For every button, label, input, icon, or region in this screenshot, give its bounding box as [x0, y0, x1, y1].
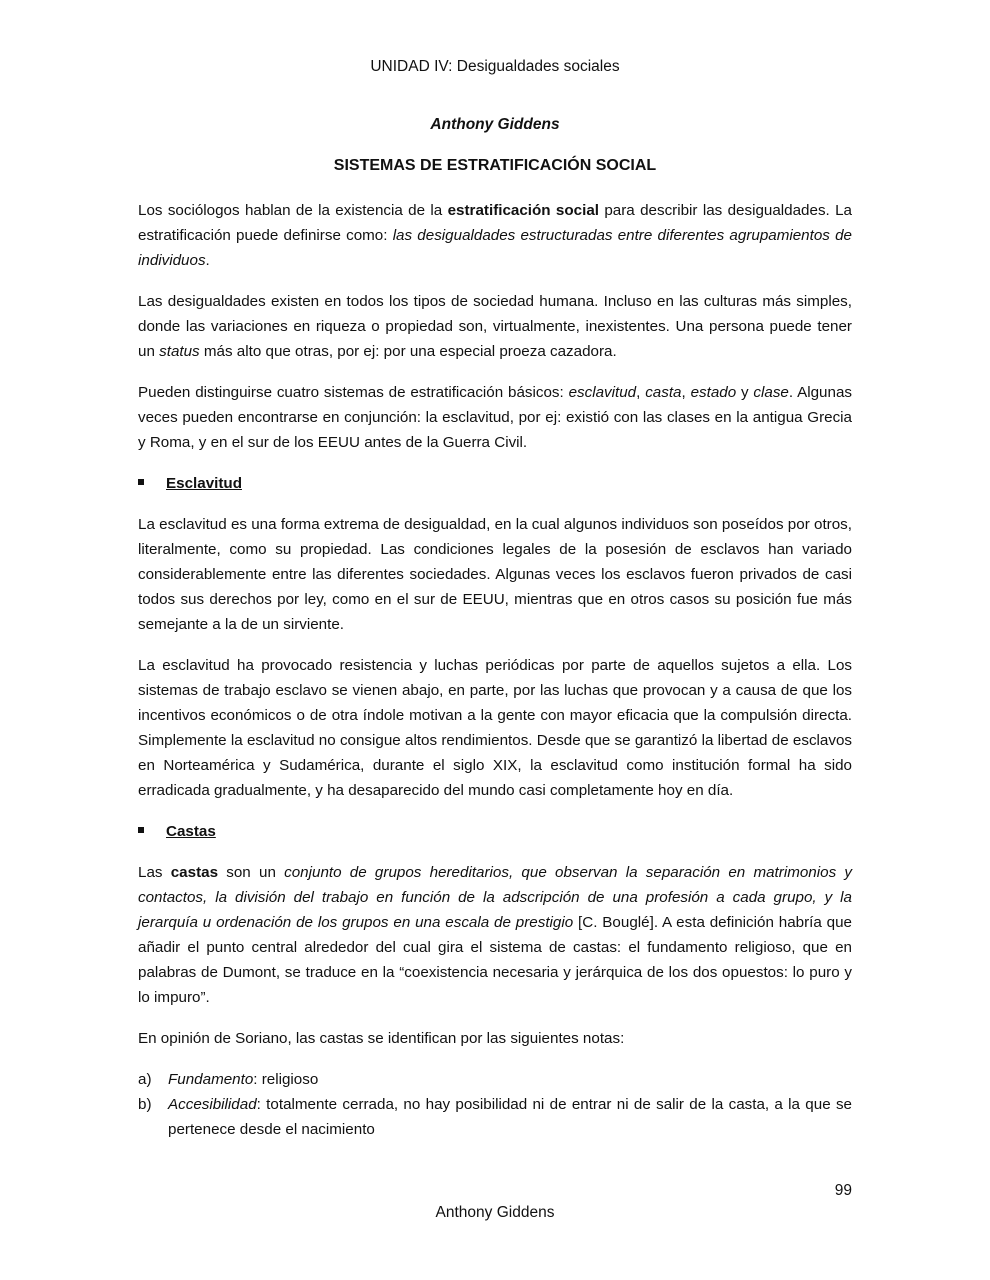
text-run: [C. Bouglé]. A esta definición habría que añadir el punto central alrededor del cual gira el sistema de castas: el fundamento religioso, que en palabras de Dumont, se traduce en la “coexistencia necesaria y jerárquica de los dos opuestos: lo puro y lo impuro”. — [138, 914, 853, 1006]
text-run: La esclavitud ha provocado resistencia y luchas periódicas por parte de aquellos sujetos a ella. Los sistemas de trabajo esclavo se vienen abajo, en parte, por las luchas que provocan y a causa de que los incentivos económicos o de otra índole motivan a la gente con mayor eficacia que la compulsión directa. Simplemente la esclavitud no consigue altos rendimientos. Desde que se garantizó la libertad de esclavos en Norteamérica y Sudamérica, durante el siglo XIX, la esclavitud como institución formal ha sido erradicada gradualmente, y ha desaparecido del mundo casi completamente hoy en día. — [138, 657, 852, 799]
text-run: Pueden distinguirse cuatro sistemas de estratificación básicos: — [138, 384, 569, 401]
paragraph-inequalities — [138, 289, 852, 364]
text-run: clase — [753, 384, 789, 401]
text-run: , — [636, 384, 646, 401]
text-run: para describir las desigualdades. La estratificación puede definirse como: — [138, 202, 853, 244]
square-bullet-icon — [138, 479, 144, 485]
running-footer: Anthony Giddens — [435, 1204, 555, 1221]
list-item — [138, 1092, 852, 1142]
text-run: castas — [170, 864, 219, 881]
text-run: . Algunas veces pueden encontrarse en conjunción: la esclavitud, por ej: existió con las clases en la antigua Grecia y Roma, y en el sur de los EEUU antes de la Guerra Civil. — [138, 384, 852, 451]
paragraph-slavery-resistance — [138, 653, 852, 803]
section-title: Esclavitud — [166, 475, 242, 492]
paragraph-intro — [138, 198, 852, 273]
text-run: En opinión de Soriano, las castas se identifican por las siguientes notas: — [138, 1030, 625, 1047]
square-bullet-icon — [138, 827, 144, 833]
article-title: SISTEMAS DE ESTRATIFICACIÓN SOCIAL — [333, 157, 657, 174]
text-run: Las — [138, 864, 171, 881]
text-run: Las desigualdades existen en todos los tipos de sociedad humana. Incluso en las culturas más simples, donde las variaciones en riqueza o propiedad son, virtualmente, inexistentes. Una persona puede tener un — [138, 293, 852, 360]
text-run: , — [681, 384, 691, 401]
text-run: La esclavitud es una forma extrema de desigualdad, en la cual algunos individuos son poseídos por otros, literalmente, como su propiedad. Las condiciones legales de la posesión de esclavos han variado considerablemente entre las diferentes sociedades. Algunas veces los esclavos fueron privados de casi todos sus derechos por ley, como en el sur de EEUU, mientras que en otros casos su posición fue más semejante a la de un sirviente. — [138, 516, 852, 633]
list-item-text — [168, 1067, 852, 1092]
text-run: Los sociólogos hablan de la existencia de la — [138, 202, 448, 219]
article-body — [138, 198, 852, 1142]
caste-notes-list — [138, 1067, 852, 1142]
paragraph-slavery-definition — [138, 512, 852, 637]
text-run: . — [205, 252, 210, 269]
text-run: las desigualdades estructuradas entre diferentes agrupamientos de individuos — [138, 227, 852, 269]
text-run: y — [736, 384, 754, 401]
running-header: UNIDAD IV: Desigualdades sociales — [370, 58, 620, 75]
section-heading-esclavitud — [138, 471, 852, 496]
article-author: Anthony Giddens — [430, 116, 560, 133]
paragraph-four-systems — [138, 380, 852, 455]
list-item — [138, 1067, 852, 1092]
text-run: conjunto de grupos hereditarios, que observan la separación en matrimonios y contactos, la división del trabajo en función de la adscripción de una profesión a cada grupo, y la jerarquía u ordenación de los grupos en una escala de prestigio — [138, 864, 852, 931]
list-item-body: : religioso — [253, 1071, 319, 1088]
text-run: estratificación social — [447, 202, 599, 219]
list-marker: b) — [138, 1096, 152, 1113]
paragraph-caste-definition — [138, 860, 852, 1010]
text-run: esclavitud — [568, 384, 637, 401]
list-item-label: Fundamento — [168, 1071, 254, 1088]
list-marker: a) — [138, 1071, 152, 1088]
text-run: casta — [645, 384, 682, 401]
paragraph-soriano — [138, 1026, 852, 1051]
list-item-text — [168, 1092, 852, 1142]
section-heading-castas — [138, 819, 852, 844]
text-run: status — [159, 343, 200, 360]
text-run: estado — [690, 384, 737, 401]
page-number: 99 — [834, 1182, 852, 1199]
text-run: son un — [218, 864, 285, 881]
section-title: Castas — [166, 823, 216, 840]
list-item-label: Accesibilidad — [168, 1096, 257, 1113]
text-run: más alto que otras, por ej: por una especial proeza cazadora. — [199, 343, 617, 360]
list-item-body: : totalmente cerrada, no hay posibilidad ni de entrar ni de salir de la casta, a la que se pertenece desde el nacimiento — [168, 1096, 852, 1138]
